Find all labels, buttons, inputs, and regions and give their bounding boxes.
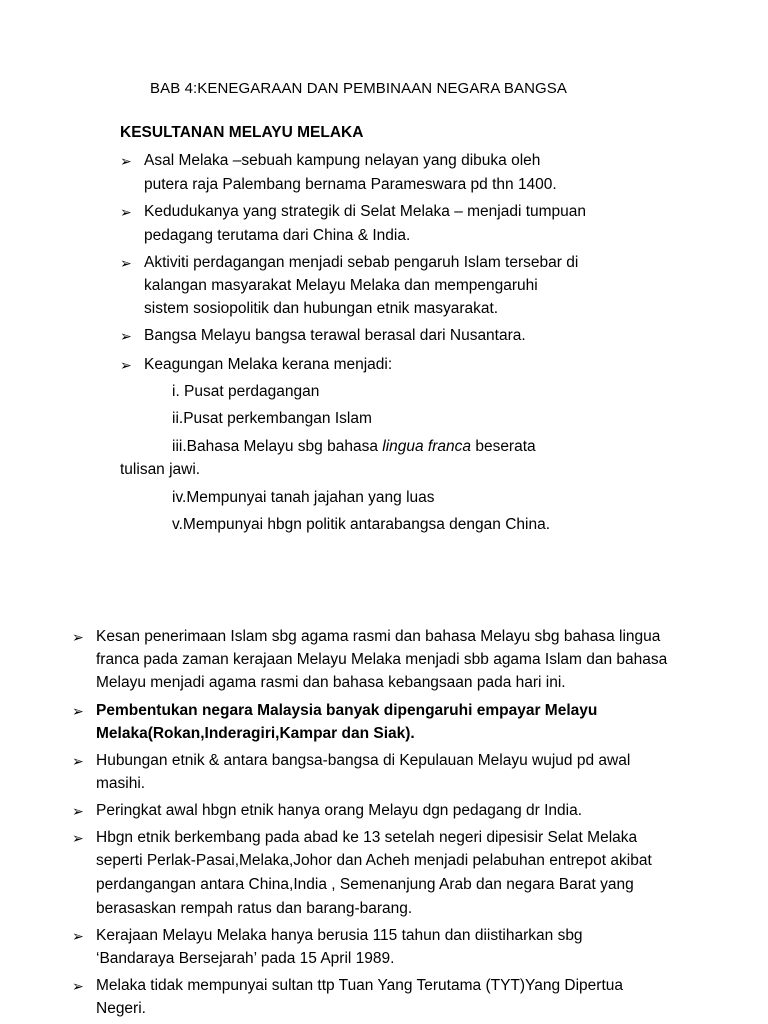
bottom-bullet-5-line-1: Hbgn etnik berkembang pada abad ke 13 setelah negeri dipesisir Selat Melaka bbox=[96, 829, 638, 846]
bullet-arrow-icon: ➢ bbox=[120, 357, 132, 373]
bottom-bullet-3-line-2: masihi. bbox=[96, 775, 146, 792]
top-bullet-3-line-1: Aktiviti perdagangan menjadi sebab pengaruh Islam tersebar di bbox=[144, 254, 579, 271]
bottom-bullet-7-line-2: Negeri. bbox=[96, 1000, 146, 1017]
bottom-bullet-5-line-3: perdangangan antara China,India , Semenanjung Arab dan negara Barat yang bbox=[96, 876, 634, 893]
bullet-arrow-icon: ➢ bbox=[72, 978, 84, 994]
sub-item-iii bbox=[172, 438, 536, 456]
sub-item-iv: iv.Mempunyai tanah jajahan yang luas bbox=[172, 489, 435, 506]
bottom-bullet-5-line-4: berasaskan rempah ratus dan barang-barang. bbox=[96, 900, 413, 917]
bullet-arrow-icon: ➢ bbox=[72, 703, 84, 719]
bottom-bullet-1-line-2: franca pada zaman kerajaan Melayu Melaka menjadi sbb agama Islam dan bahasa bbox=[96, 651, 668, 668]
top-bullet-4-line-1: Bangsa Melayu bangsa terawal berasal dari Nusantara. bbox=[144, 327, 526, 344]
top-bullet-5-line-1: Keagungan Melaka kerana menjadi: bbox=[144, 356, 393, 373]
top-bullet-1-line-1: Asal Melaka –sebuah kampung nelayan yang dibuka oleh bbox=[144, 152, 541, 169]
bullet-arrow-icon: ➢ bbox=[72, 928, 84, 944]
bullet-arrow-icon: ➢ bbox=[120, 204, 132, 220]
bottom-bullet-7-line-1: Melaka tidak mempunyai sultan ttp Tuan Yang Terutama (TYT)Yang Dipertua bbox=[96, 977, 623, 994]
bullet-arrow-icon: ➢ bbox=[120, 328, 132, 344]
bottom-bullet-1-line-3: Melayu menjadi agama rasmi dan bahasa kebangsaan pada hari ini. bbox=[96, 674, 566, 691]
top-bullet-3-line-2: kalangan masyarakat Melayu Melaka dan mempengaruhi bbox=[144, 277, 538, 294]
bullet-arrow-icon: ➢ bbox=[72, 629, 84, 645]
bullet-arrow-icon: ➢ bbox=[120, 255, 132, 271]
page-title: BAB 4:KENEGARAAN DAN PEMBINAAN NEGARA BANGSA bbox=[150, 80, 568, 97]
bottom-bullet-6-line-1: Kerajaan Melayu Melaka hanya berusia 115 tahun dan diistiharkan sbg bbox=[96, 927, 583, 944]
bottom-bullet-4-line-1: Peringkat awal hbgn etnik hanya orang Melayu dgn pedagang dr India. bbox=[96, 802, 583, 819]
bullet-arrow-icon: ➢ bbox=[72, 803, 84, 819]
bottom-bullet-1-line-1: Kesan penerimaan Islam sbg agama rasmi dan bahasa Melayu sbg bahasa lingua bbox=[96, 628, 661, 645]
bottom-bullet-6-line-2: ‘Bandaraya Bersejarah’ pada 15 April 1989. bbox=[96, 950, 395, 967]
sub-item-ii: ii.Pusat perkembangan Islam bbox=[172, 410, 372, 427]
bottom-bullet-5-line-2: seperti Perlak-Pasai,Melaka,Johor dan Acheh menjadi pelabuhan entrepot akibat bbox=[96, 852, 652, 869]
bottom-bullet-2-line-2: Melaka(Rokan,Inderagiri,Kampar dan Siak). bbox=[96, 725, 415, 742]
top-bullet-3-line-3: sistem sosiopolitik dan hubungan etnik masyarakat. bbox=[144, 300, 499, 317]
sub-item-i: i. Pusat perdagangan bbox=[172, 383, 320, 400]
bullet-arrow-icon: ➢ bbox=[72, 753, 84, 769]
sub-item-iii-continuation: tulisan jawi. bbox=[120, 461, 201, 478]
bullet-arrow-icon: ➢ bbox=[72, 830, 84, 846]
bottom-bullet-3-line-1: Hubungan etnik & antara bangsa-bangsa di Kepulauan Melayu wujud pd awal bbox=[96, 752, 631, 769]
sub-item-v: v.Mempunyai hbgn politik antarabangsa dengan China. bbox=[172, 516, 550, 533]
sub-item-iii-italic: lingua franca bbox=[382, 438, 472, 455]
bottom-bullet-2-line-1: Pembentukan negara Malaysia banyak dipengaruhi empayar Melayu bbox=[96, 702, 598, 719]
top-bullet-2-line-2: pedagang terutama dari China & India. bbox=[144, 227, 411, 244]
top-bullet-2-line-1: Kedudukanya yang strategik di Selat Melaka – menjadi tumpuan bbox=[144, 203, 587, 220]
section-heading: KESULTANAN MELAYU MELAKA bbox=[120, 124, 364, 141]
bullet-arrow-icon: ➢ bbox=[120, 153, 132, 169]
top-bullet-1-line-2: putera raja Palembang bernama Parameswara pd thn 1400. bbox=[144, 176, 557, 193]
sub-item-iii-text-b: beserata bbox=[471, 438, 536, 455]
sub-item-iii-text-a: iii.Bahasa Melayu sbg bahasa bbox=[172, 438, 383, 455]
